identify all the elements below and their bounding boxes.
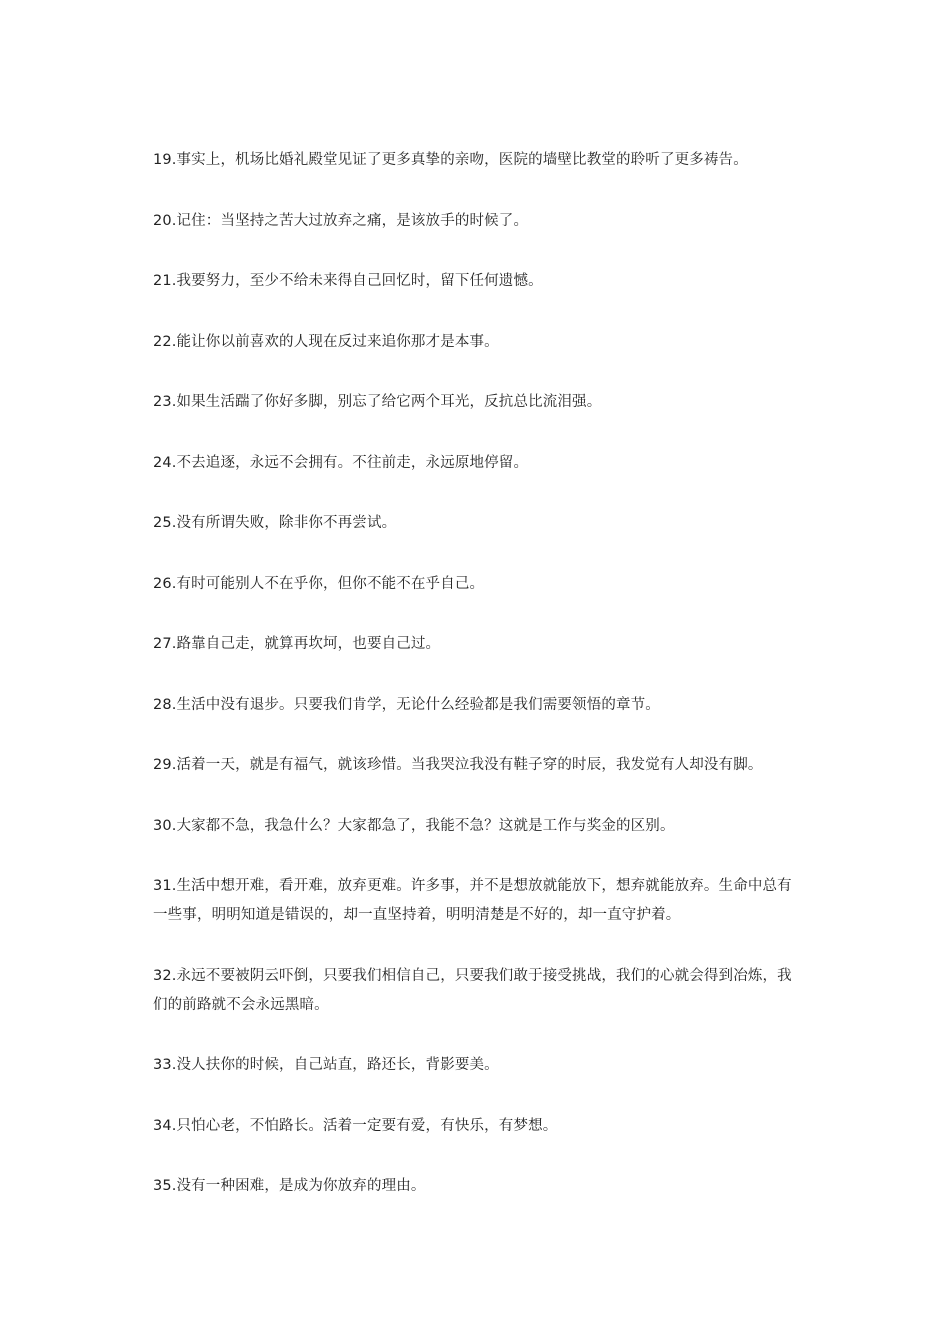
quote-22: 22.能让你以前喜欢的人现在反过来追你那才是本事。 bbox=[153, 333, 499, 350]
quote-32: 32.永远不要被阴云吓倒，只要我们相信自己，只要我们敢于接受挑战，我们的心就会得到冶炼，我们的前路就不会永远黑暗。 bbox=[153, 967, 792, 1013]
quote-31: 31.生活中想开难，看开难，放弃更难。许多事，并不是想放就能放下，想弃就能放弃。生命中总有一些事，明明知道是错误的，却一直坚持着，明明清楚是不好的，却一直守护着。 bbox=[153, 878, 792, 923]
quote-list bbox=[153, 146, 803, 1233]
quote-30: 30.大家都不急，我急什么？大家都急了，我能不急？这就是工作与奖金的区别。 bbox=[153, 817, 675, 834]
quote-27: 27.路靠自己走，就算再坎坷，也要自己过。 bbox=[153, 636, 441, 652]
quote-34: 34.只怕心老，不怕路长。活着一定要有爱，有快乐，有梦想。 bbox=[153, 1117, 558, 1134]
quote-19: 19.事实上，机场比婚礼殿堂见证了更多真挚的亲吻，医院的墙壁比教堂的聆听了更多祷告。 bbox=[153, 152, 748, 168]
quote-20: 20.记住：当坚持之苦大过放弃之痛，是该放手的时候了。 bbox=[153, 212, 529, 229]
quote-33: 33.没人扶你的时候，自己站直，路还长，背影要美。 bbox=[153, 1057, 499, 1073]
quote-25: 25.没有所谓失败，除非你不再尝试。 bbox=[153, 515, 397, 531]
quote-23: 23.如果生活踹了你好多脚，别忘了给它两个耳光，反抗总比流泪强。 bbox=[153, 394, 602, 410]
quote-26: 26.有时可能别人不在乎你，但你不能不在乎自己。 bbox=[153, 575, 485, 592]
quote-21: 21.我要努力，至少不给未来得自己回忆时，留下任何遗憾。 bbox=[153, 273, 543, 289]
quote-28: 28.生活中没有退步。只要我们肯学，无论什么经验都是我们需要领悟的章节。 bbox=[153, 696, 660, 713]
quote-29: 29.活着一天，就是有福气，就该珍惜。当我哭泣我没有鞋子穿的时辰，我发觉有人却没有脚。 bbox=[153, 757, 763, 773]
quote-35: 35.没有一种困难，是成为你放弃的理由。 bbox=[153, 1178, 426, 1194]
quote-24: 24.不去追逐，永远不会拥有。不往前走，永远原地停留。 bbox=[153, 454, 529, 471]
